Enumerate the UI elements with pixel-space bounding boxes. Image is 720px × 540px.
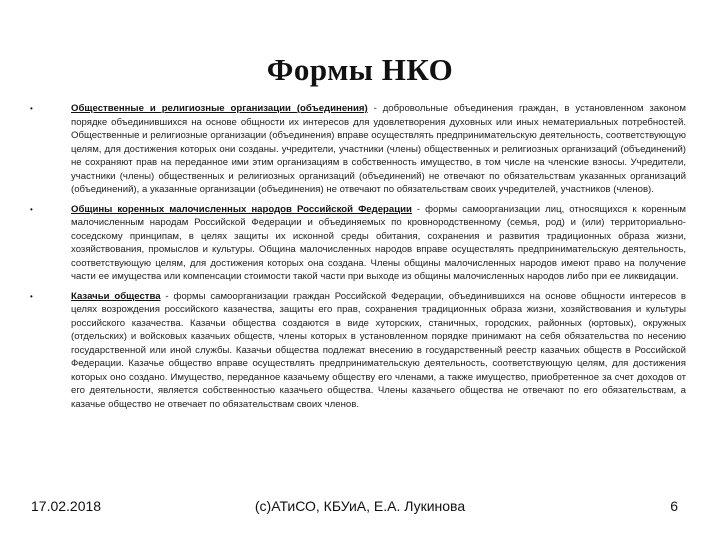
footer-author: (c)АТиСО, КБУиА, Е.А. Лукинова: [254, 498, 466, 514]
bullet-item: [30, 102, 686, 197]
bullet-term: Общины коренных малочисленных народов Российской Федерации: [71, 203, 412, 215]
bullet-icon: •: [30, 204, 33, 214]
bullet-item: [30, 290, 686, 412]
bullet-text: [71, 102, 686, 197]
bullet-icon: •: [30, 104, 33, 113]
bullet-list: [30, 102, 686, 417]
bullet-text: [71, 203, 686, 284]
bullet-text: [71, 290, 686, 412]
bullet-item: [30, 203, 686, 284]
bullet-description: - формы самоорганизации лиц, относящихся к коренным малочисленным народам Российской Федерации и объединяемых по кровнородственному (семья, род) и (или) территориально-соседскому принципам, в целях защиты их исконной среды обитания, сохранения и развития традиционных образа жизни, хозяйствования, промыслов и культуры. Община малочисленных народов вправе осуществлять предпринимательскую деятельность, соответствующую целям, для достижения которых она создана. Члены общины малочисленных народов имеют право на получение части ее имущества или компенсации стоимости такой части при выходе из общины малочисленных народов либо при ее ликвидации.: [71, 203, 686, 282]
bullet-description: - формы самоорганизации граждан Российской Федерации, объединившихся на основе общности интересов в целях возрождения российского казачества, защиты его прав, сохранения традиционных образа жизни, хозяйствования и культуры российского казачества. Казачьи общества создаются в виде хуторских, станичных, городских, районных (юртовых), окружных (отдельских) и войсковых казачьих обществ, члены которых в установленном порядке принимают на себя обязательства по несению государственной или иной службы. Казачьи общества подлежат внесению в государственный реестр казачьих обществ в Российской Федерации. Казачье общество вправе осуществлять предпринимательскую деятельность, соответствующую целям, для достижения которых оно создано. Имущество, переданное казачьему обществу его членами, а также имущество, приобретенное за счет доходов от его деятельности, является собственностью казачьего общества. Члены казачьего общества не отвечают по его обязательствам, а казачье общество не отвечает по обязательствам своих членов.: [71, 290, 686, 410]
bullet-icon: •: [30, 291, 33, 301]
bullet-term: Казачьи общества: [71, 290, 161, 302]
slide-title: Формы НКО: [266, 52, 454, 87]
footer-date: 17.02.2018: [31, 498, 102, 514]
bullet-description: - добровольные объединения граждан, в установленном законом порядке объединившихся на основе общности их интересов для удовлетворения духовных или иных нематериальных потребностей. Общественные и религиозные организации (объединения) вправе осуществлять предпринимательскую деятельность, соответствующую целям, для достижения которых они созданы. учредители, участники (члены) общественных и религиозных организаций (объединений) не сохраняют прав на переданное ими этим организациям в собственность имущество, в том числе на членские взносы. Учредители, участники (члены) общественных и религиозных организаций (объединений) не отвечают по обязательствам указанных организаций (объединений), а указанные организации (объединения) не отвечают по обязательствам своих учредителей, участников (членов).: [71, 103, 686, 195]
page-number: 6: [670, 498, 678, 514]
bullet-term: Общественные и религиозные организации (объединения): [71, 103, 368, 114]
